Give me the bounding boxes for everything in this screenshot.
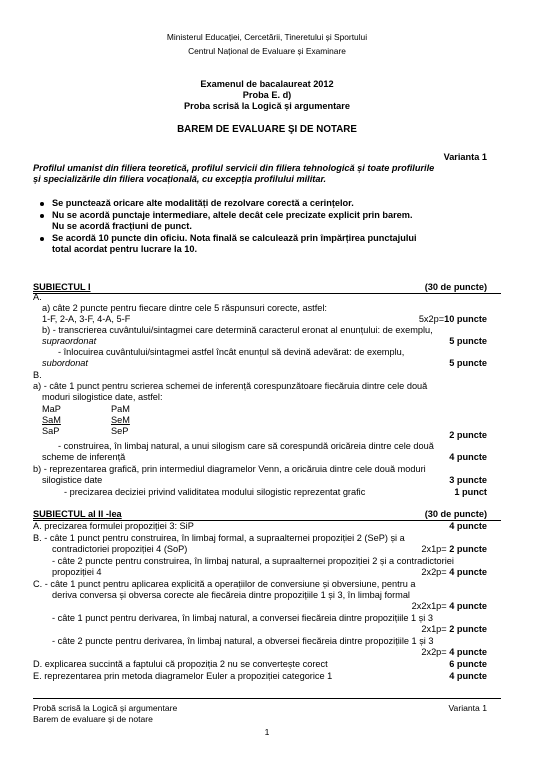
s1-b-line-2: - înlocuirea cuvântului/sintagmei astfel încât enunțul să devină adevărat: de exemplu, xyxy=(58,347,405,357)
s1-b-points-1: 5 puncte xyxy=(449,336,487,346)
scheme-points: 2 puncte xyxy=(449,430,487,440)
s2-A: A. precizarea formulei propoziției 3: SiP xyxy=(33,521,194,531)
rule-3b: total acordat pentru lucrare la 10. xyxy=(52,244,198,254)
exam-subject: Proba scrisă la Logică și argumentare xyxy=(184,101,350,111)
s2-C1b: deriva conversa și obversa corecte ale fiecăreia dintre propozițiile 1 și 3, în limbaj formal xyxy=(52,590,410,600)
rule-1: Se punctează oricare alte modalități de rezolvare corectă a cerințelor. xyxy=(52,198,354,208)
s2-C3-points: 2x2p= 4 puncte xyxy=(421,647,487,657)
s1-a-text: a) câte 2 puncte pentru fiecare dintre cele 5 răspunsuri corecte, astfel: xyxy=(42,303,327,313)
scheme-2-minor: SeM xyxy=(111,415,130,425)
s2-C1-points: 2x2x1p= 4 puncte xyxy=(411,601,487,611)
section-2-title: SUBIECTUL al II -lea xyxy=(33,509,122,519)
s1-Bb-line-1: b) - reprezentarea grafică, prin intermediul diagramelor Venn, a oricăruia dintre cele două moduri xyxy=(33,464,426,474)
s2-B1-points: 2x1p= 2 puncte xyxy=(421,544,487,554)
s1-Bb-points-1: 3 puncte xyxy=(449,475,487,485)
s1-Bb-line-2: silogistice date xyxy=(42,475,103,485)
bullet-icon xyxy=(40,237,44,241)
s2-A-points: 4 puncte xyxy=(449,521,487,531)
s2-C1: C. - câte 1 punct pentru aplicarea explicită a operațiilor de conversiune și obversiune, pentru a xyxy=(33,579,416,589)
s2-D-points: 6 puncte xyxy=(449,659,487,669)
s1-answers-points: 5x2p=10 puncte xyxy=(418,314,487,324)
section-1-title: SUBIECTUL I xyxy=(33,282,91,292)
part-A-label: A. xyxy=(33,292,42,302)
s2-B1b: contradictoriei propoziției 4 (SoP) xyxy=(52,544,188,554)
rule-3a: Se acordă 10 puncte din oficiu. Nota finală se calculează prin împărțirea punctajului xyxy=(52,233,417,243)
s1-Ba-construct-points: 4 puncte xyxy=(449,452,487,462)
scheme-1-major: MaP xyxy=(42,404,61,414)
s1-b-example-2: subordonat xyxy=(42,358,88,368)
s1-Ba-construct-1: - construirea, în limbaj natural, a unui silogism care să corespundă oricăreia dintre cele două xyxy=(58,441,434,451)
s2-E-points: 4 puncte xyxy=(449,671,487,681)
s1-Bb-points-2: 1 punct xyxy=(454,487,487,497)
s2-C2: - câte 1 punct pentru derivarea, în limbaj natural, a conversei fiecăreia dintre propozițiile 1 și 3 xyxy=(52,613,433,623)
s2-E: E. reprezentarea prin metoda diagramelor Euler a propoziției categorice 1 xyxy=(33,671,333,681)
s1-Ba-line-2: moduri silogistice date, astfel: xyxy=(42,392,163,402)
ministry-header: Ministerul Educației, Cercetării, Tineretului și Sportului xyxy=(166,32,368,42)
s1-b-points-2: 5 puncte xyxy=(449,358,487,368)
s2-B2: - câte 2 puncte pentru construirea, în limbaj natural, a supraalternei propoziției 2 și a contradictoriei xyxy=(52,556,454,566)
s2-B2-points: 2x2p= 4 puncte xyxy=(421,567,487,577)
s1-Ba-construct-2: scheme de inferență xyxy=(42,452,126,462)
variant-label: Varianta 1 xyxy=(443,152,487,162)
scheme-1-minor: SaM xyxy=(42,415,61,425)
bullet-icon xyxy=(40,214,44,218)
rule-2b: Nu se acordă fracțiuni de punct. xyxy=(52,221,192,231)
page-number: 1 xyxy=(264,727,270,737)
s1-Bb-line-3: - precizarea deciziei privind validitatea modului silogistic reprezentat grafic xyxy=(64,487,366,497)
scheme-1-conclusion: SaP xyxy=(42,426,60,436)
s2-C3: - câte 2 puncte pentru derivarea, în limbaj natural, a obversei fiecăreia dintre propozițiile 1 și 3 xyxy=(52,636,434,646)
s1-b-line-1: b) - transcrierea cuvântului/sintagmei care determină caracterul eronat al enunțului: de exemplu, xyxy=(42,325,433,335)
profile-line-1: Profilul umanist din filiera teoretică, profilul servicii din filiera tehnologică și toate profilurile xyxy=(33,163,435,173)
footer-divider xyxy=(33,698,501,699)
center-header: Centrul Național de Evaluare și Examinare xyxy=(188,46,346,56)
footer-line-1: Probă scrisă la Logică și argumentare xyxy=(33,703,178,713)
footer-line-2: Barem de evaluare și de notare xyxy=(33,714,153,724)
footer-variant: Varianta 1 xyxy=(448,703,487,713)
exam-probe: Proba E. d) xyxy=(242,90,292,100)
scheme-2-conclusion: SeP xyxy=(111,426,129,436)
scheme-2-major: PaM xyxy=(111,404,130,414)
part-B-label: B. xyxy=(33,370,42,380)
section-divider xyxy=(33,293,501,294)
section-1-points: (30 de puncte) xyxy=(424,282,487,292)
section-2-points: (30 de puncte) xyxy=(424,509,487,519)
s2-B1: B. - câte 1 punct pentru construirea, în limbaj formal, a supraalternei propoziției 2 (SeP) și a xyxy=(33,533,405,543)
s2-D: D. explicarea succintă a faptului că propoziția 2 nu se convertește corect xyxy=(33,659,328,669)
exam-title: Examenul de bacalaureat 2012 xyxy=(200,79,334,89)
rule-2a: Nu se acordă punctaje intermediare, altele decât cele precizate explicit prin barem. xyxy=(52,210,413,220)
s2-B2b: propoziției 4 xyxy=(52,567,102,577)
s1-b-example-1: supraordonat xyxy=(42,336,97,346)
barem-title: BAREM DE EVALUARE ŞI DE NOTARE xyxy=(177,124,357,135)
profile-line-2: și specializările din filiera vocațională, cu excepția profilului militar. xyxy=(33,174,327,184)
s1-Ba-line-1: a) - câte 1 punct pentru scrierea schemei de inferență corespunzătoare fiecăruia dintre cele două xyxy=(33,381,428,391)
s2-C2-points: 2x1p= 2 puncte xyxy=(421,624,487,634)
s1-answers: 1-F, 2-A, 3-F, 4-A, 5-F xyxy=(42,314,131,324)
bullet-icon xyxy=(40,202,44,206)
